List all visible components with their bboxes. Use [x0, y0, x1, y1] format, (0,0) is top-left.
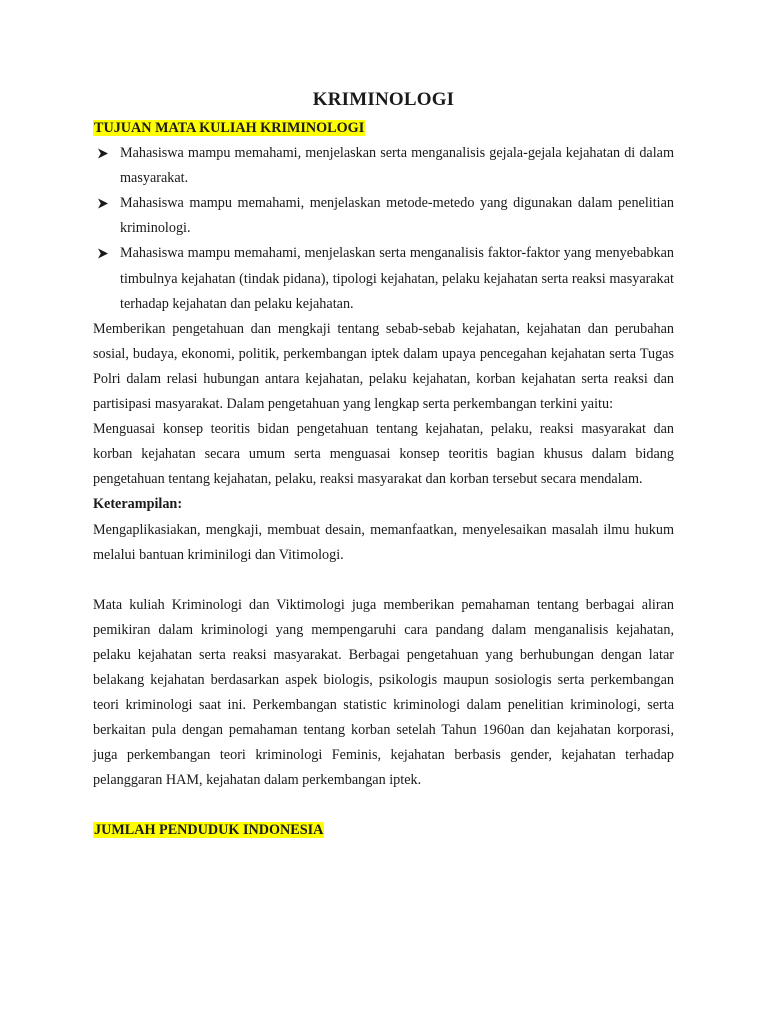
list-item-text: Mahasiswa mampu memahami, menjelaskan serta menganalisis faktor-faktor yang menyebabkan timbulnya kejahatan (tindak pidana), tipologi kejahatan, pelaku kejahatan serta reaksi masyarakat terhadap kejahatan dan pelaku kejahatan. — [120, 245, 674, 312]
blank-line — [93, 568, 674, 593]
list-item-text: Mahasiswa mampu memahami, menjelaskan serta menganalisis gejala-gejala kejahatan di dalam masyarakat. — [120, 145, 674, 187]
arrowhead-bullet-icon — [96, 241, 110, 266]
list-item — [93, 241, 674, 316]
paragraph-menguasai: Menguasai konsep teoritis bidan pengetahuan tentang kejahatan, pelaku, reaksi masyarakat dan korban kejahatan secara umum serta menguasai konsep teoritis bagian khusus dalam bidang pengetahuan tentang kejahatan, pelaku, reaksi masyarakat dan korban tersebut secara mendalam. — [93, 421, 674, 488]
paragraph-viktimologi: Mata kuliah Kriminologi dan Viktimologi juga memberikan pemahaman tentang berbagai aliran pemikiran dalam kriminologi yang mempengaruhi cara pandang dalam menganalisis kejahatan, pelaku kejahatan serta reaksi masyarakat. Berbagai pengetahuan yang berhubungan dengan latar belakang kejahatan berdasarkan aspek biologis, psikologis maupun sosiologis serta perkembangan teori kriminologi saat ini. Perkembangan statistic kriminologi dalam penelitian kriminologi, serta berkaitan pula dengan pemahaman tentang korban setelah Tahun 1960an dan kejahatan korporasi, juga perkembangan teori kriminologi Feminis, kejahatan berbasis gender, kejahatan terhadap pelanggaran HAM, kejahatan dalam perkembangan iptek. — [93, 596, 674, 789]
section-heading-tujuan — [93, 116, 674, 141]
document-page — [93, 86, 674, 844]
skills-label: Keterampilan: — [93, 496, 183, 513]
blank-line — [93, 793, 674, 818]
section-heading-tujuan-text: TUJUAN MATA KULIAH KRIMINOLOGI — [94, 120, 365, 136]
objectives-list — [93, 141, 674, 317]
paragraph-pengetahuan: Memberikan pengetahuan dan mengkaji tentang sebab-sebab kejahatan, kejahatan dan perubahan sosial, budaya, ekonomi, politik, perkembangan iptek dalam upaya pencegahan kejahatan serta Tugas Polri dalam relasi hubungan antara kejahatan, pelaku kejahatan, korban kejahatan serta reaksi dan partisipasi masyarakat. Dalam pengetahuan yang lengkap serta perkembangan terkini yaitu: — [93, 320, 674, 413]
list-item — [93, 191, 674, 241]
arrowhead-bullet-icon — [96, 191, 110, 216]
arrowhead-bullet-icon — [96, 141, 110, 166]
list-item-text: Mahasiswa mampu memahami, menjelaskan metode-metedo yang digunakan dalam penelitian kriminologi. — [120, 195, 674, 237]
document-title: KRIMINOLOGI — [312, 89, 455, 110]
section-heading-penduduk — [93, 818, 674, 843]
paragraph-keterampilan: Mengaplikasiakan, mengkaji, membuat desain, memanfaatkan, menyelesaikan masalah ilmu hukum melalui bantuan kriminilogi dan Vitimologi. — [93, 521, 674, 563]
section-heading-penduduk-text: JUMLAH PENDUDUK INDONESIA — [94, 822, 324, 839]
list-item — [93, 141, 674, 191]
